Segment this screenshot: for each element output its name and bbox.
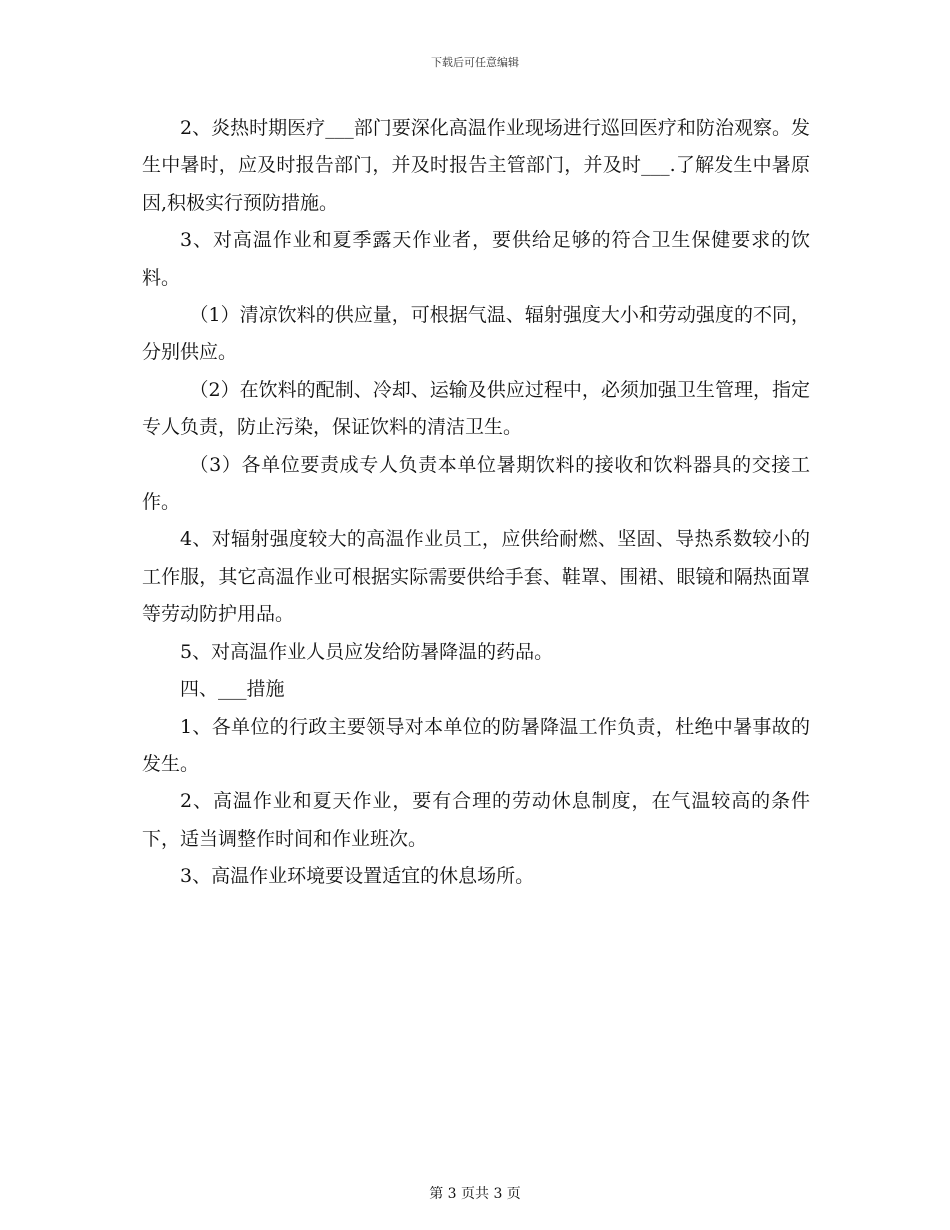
paragraph-medical-patrol: 2、炎热时期医疗___部门要深化高温作业现场进行巡回医疗和防治观察。发生中暑时，应及时报告部门，并及时报告主管部门，并及时___.了解发生中暑原因,积极实行预防措施。 bbox=[142, 117, 810, 214]
section-heading-measures: 四、___措施 bbox=[180, 678, 285, 701]
page-header-note: 下载后可任意编辑 bbox=[431, 56, 519, 69]
paragraph-drinks-handover: （3）各单位要责成专人负责本单位暑期饮料的接收和饮料器具的交接工作。 bbox=[142, 453, 810, 514]
page-number-footer: 第 3 页共 3 页 bbox=[429, 1186, 521, 1202]
paragraph-rest-area: 3、高温作业环境要设置适宜的休息场所。 bbox=[180, 865, 535, 888]
paragraph-protective-equipment: 4、对辐射强度较大的高温作业员工，应供给耐燃、坚固、导热系数较小的工作服，其它高温作业可根据实际需要供给手套、鞋罩、围裙、眼镜和隔热面罩等劳动防护用品。 bbox=[142, 528, 810, 626]
paragraph-work-rest-schedule: 2、高温作业和夏天作业，要有合理的劳动休息制度，在气温较高的条件下，适当调整作时间和作业班次。 bbox=[142, 790, 810, 850]
paragraph-medicine: 5、对高温作业人员应发给防暑降温的药品。 bbox=[180, 640, 554, 663]
document-body bbox=[142, 110, 810, 896]
paragraph-drinks-quantity: （1）清凉饮料的供应量，可根据气温、辐射强度大小和劳动强度的不同，分别供应。 bbox=[142, 304, 810, 364]
paragraph-leadership-responsibility: 1、各单位的行政主要领导对本单位的防暑降温工作负责，杜绝中暑事故的发生。 bbox=[142, 715, 810, 775]
paragraph-drinks-supply: 3、对高温作业和夏季露天作业者，要供给足够的符合卫生保健要求的饮料。 bbox=[142, 229, 810, 289]
paragraph-drinks-hygiene: （2）在饮料的配制、冷却、运输及供应过程中，必须加强卫生管理，指定专人负责，防止污染，保证饮料的清洁卫生。 bbox=[142, 378, 810, 439]
